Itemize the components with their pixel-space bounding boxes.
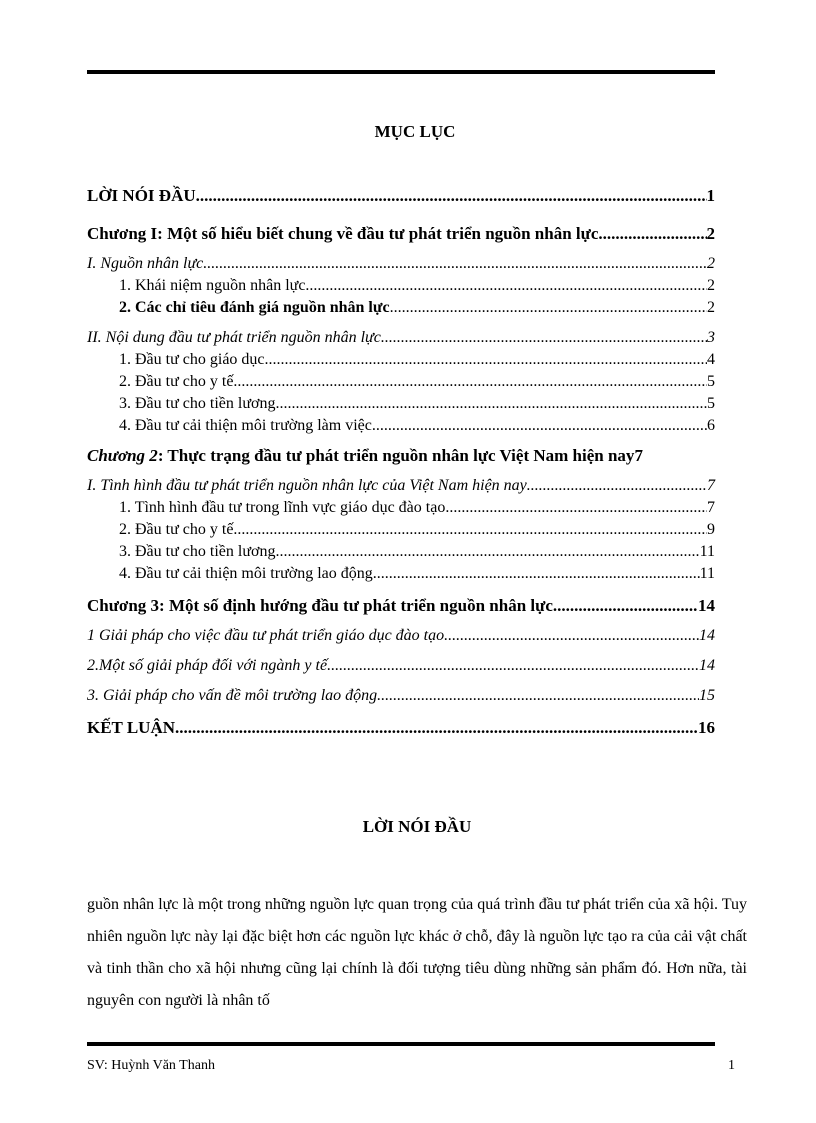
toc-title: MỤC LỤC bbox=[374, 122, 456, 141]
toc-entry[interactable]: 1 Giải pháp cho việc đầu tư phát triển giáo dục đào tạo ..... 14 bbox=[87, 626, 715, 646]
toc-entry[interactable]: 2. Các chỉ tiêu đánh giá nguồn nhân lực ..... 2 bbox=[87, 298, 715, 318]
toc-entry[interactable]: II. Nội dung đầu tư phát triển nguồn nhân lực ..... 3 bbox=[87, 328, 715, 348]
toc-entry[interactable]: Chương 3: Một số định hướng đầu tư phát triển nguồn nhân lực ..... 14 bbox=[87, 596, 715, 616]
toc-entry[interactable]: KẾT LUẬN ..... 16 bbox=[87, 718, 715, 738]
toc-entry[interactable]: 4. Đầu tư cải thiện môi trường làm việc ..... 6 bbox=[87, 416, 715, 436]
intro-paragraph: guồn nhân lực là một trong những nguồn lực quan trọng của quá trình đầu tư phát triển của xã hội. Tuy nhiên nguồn lực này lại đặc biệt hơn các nguồn lực khác ở chỗ, đây là nguồn lực tạo ra của cải vật chất và tinh thần cho xã hội nhưng cũng lại chính là đối tượng tiêu dùng những sản phẩm đó. Hơn nữa, tài nguyên con người là nhân tố bbox=[87, 896, 747, 1009]
toc-entry[interactable]: LỜI NÓI ĐẦU ..... 1 bbox=[87, 186, 715, 206]
toc-entry[interactable]: 2. Đầu tư cho y tế ..... 9 bbox=[87, 520, 715, 540]
toc-entry[interactable]: 2.Một số giải pháp đối với ngành y tế ..... 14 bbox=[87, 656, 715, 676]
header-rule bbox=[87, 70, 715, 74]
toc-entry[interactable]: I. Nguồn nhân lực ..... 2 bbox=[87, 254, 715, 274]
intro-title: LỜI NÓI ĐẦU bbox=[362, 817, 472, 836]
toc-entry[interactable]: I. Tình hình đầu tư phát triển nguồn nhân lực của Việt Nam hiện nay ..... 7 bbox=[87, 476, 715, 496]
toc-entry[interactable]: 1. Khái niệm nguồn nhân lực ..... 2 bbox=[87, 276, 715, 296]
toc-entry[interactable]: 4. Đầu tư cải thiện môi trường lao động ..... 11 bbox=[87, 564, 715, 584]
footer-page-number: 1 bbox=[728, 1058, 735, 1073]
table-of-contents bbox=[87, 186, 715, 738]
toc-entry[interactable]: 1. Tình hình đầu tư trong lĩnh vực giáo dục đào tạo ..... 7 bbox=[87, 498, 715, 518]
toc-entry[interactable]: Chương I: Một số hiểu biết chung về đầu tư phát triển nguồn nhân lực ..... 2 bbox=[87, 224, 715, 244]
toc-entry[interactable]: 2. Đầu tư cho y tế ..... 5 bbox=[87, 372, 715, 392]
footer-author: SV: Huỳnh Văn Thanh bbox=[87, 1058, 215, 1073]
toc-entry[interactable]: 3. Giải pháp cho vấn đề môi trường lao động ..... 15 bbox=[87, 686, 715, 706]
toc-entry[interactable]: 3. Đầu tư cho tiền lương ..... 11 bbox=[87, 542, 715, 562]
toc-entry[interactable]: 3. Đầu tư cho tiền lương ..... 5 bbox=[87, 394, 715, 414]
toc-entry[interactable]: Chương 2: Thực trạng đầu tư phát triển nguồn nhân lực Việt Nam hiện nay 7 bbox=[87, 446, 643, 465]
footer-rule bbox=[87, 1042, 715, 1046]
toc-entry[interactable]: 1. Đầu tư cho giáo dục ..... 4 bbox=[87, 350, 715, 370]
